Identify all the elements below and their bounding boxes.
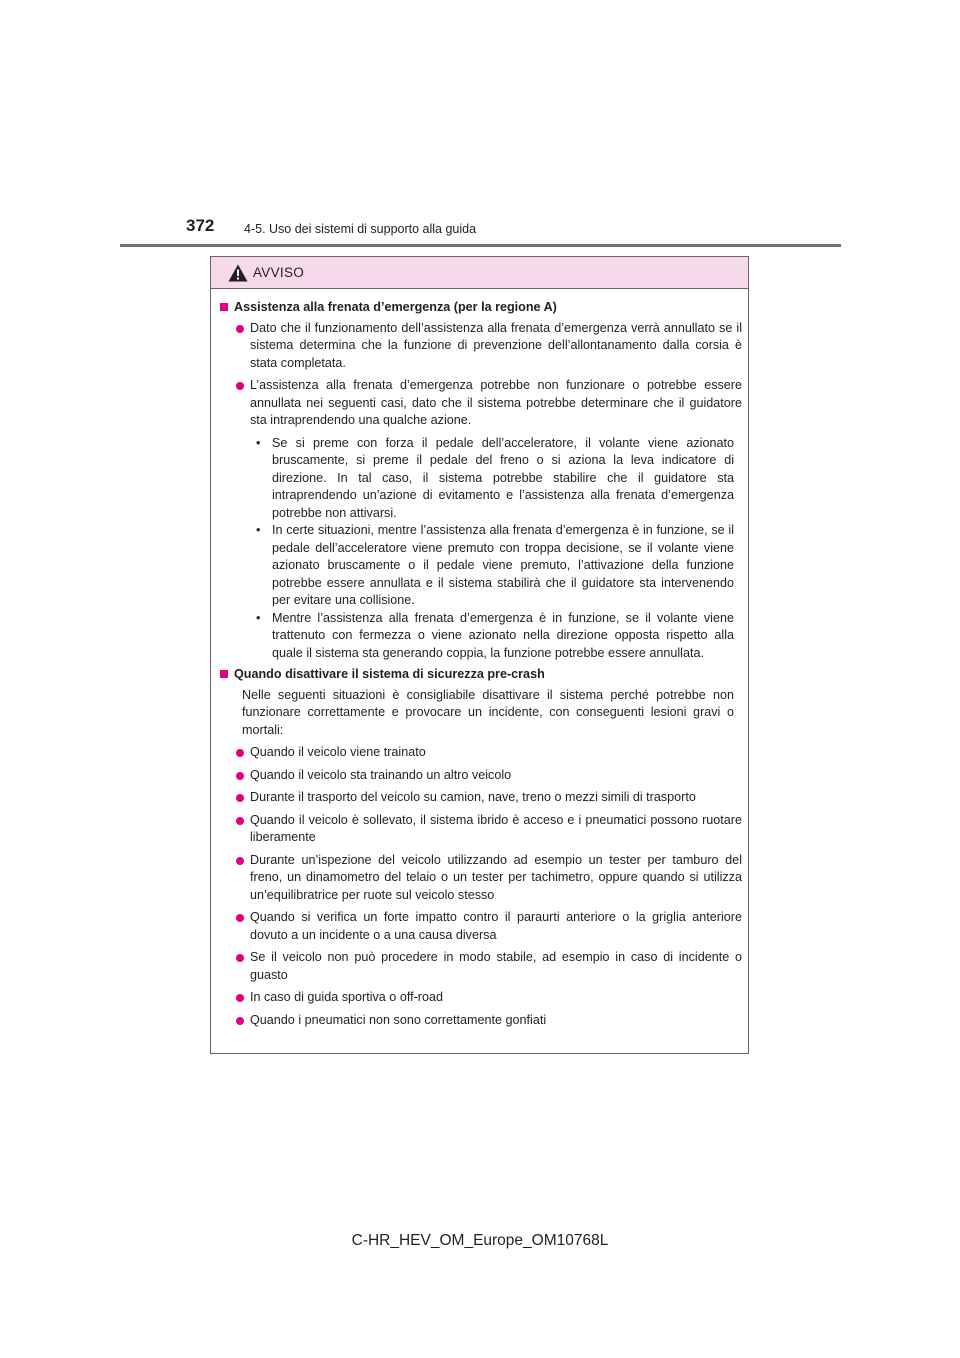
list-item <box>236 320 742 373</box>
section-title: 4-5. Uso dei sistemi di supporto alla guida <box>244 222 477 236</box>
warning-box <box>210 256 749 1054</box>
round-bullet-icon <box>236 817 244 825</box>
list-item-text: Quando il veicolo è sollevato, il sistema ibrido è acceso e i pneumatici possono ruotare liberamente <box>250 812 742 844</box>
round-bullet-icon <box>236 857 244 865</box>
sub-bullet-marker: • <box>256 523 261 537</box>
list-item <box>236 989 742 1007</box>
round-bullet-icon <box>236 382 244 390</box>
list-item-text: Se il veicolo non può procedere in modo stabile, ad esempio in caso di incidente o guasto <box>250 950 742 982</box>
list-item <box>236 909 742 944</box>
sub-list <box>220 435 742 663</box>
square-bullet-icon <box>220 303 228 311</box>
section-heading <box>220 299 742 317</box>
round-bullet-icon <box>236 1017 244 1025</box>
list-item-text: Quando i pneumatici non sono correttamente gonfiati <box>250 1012 547 1027</box>
header-divider <box>120 244 841 247</box>
list-item-text: Quando il veicolo viene trainato <box>250 745 426 759</box>
round-bullet-icon <box>236 772 244 780</box>
section-heading-text: Assistenza alla frenata d’emergenza (per la regione A) <box>234 300 557 314</box>
sub-list-item-text: In certe situazioni, mentre l’assistenza alla frenata d’emergenza è in funzione, se il pedale dell’acceleratore viene premuto con troppa decisione, se il volante viene azionato bruscamente o il pedale viene premuto, l’attivazione della funzione potrebbe essere annullata e il sistema stabilirà che il guidatore sta intervenendo per evitare una collisione. <box>272 523 734 607</box>
warning-triangle-icon <box>228 264 248 282</box>
section-intro: Nelle seguenti situazioni è consigliabile disattivare il sistema perché potrebbe non funzionare correttamente e provocare un incidente, con conseguenti lesioni gravi o mortali: <box>242 687 734 737</box>
list-item-text: Durante il trasporto del veicolo su camion, nave, treno o mezzi simili di trasporto <box>250 790 696 804</box>
list-item <box>236 812 742 847</box>
list-item <box>236 789 742 807</box>
sub-list-item <box>256 522 742 610</box>
round-bullet-icon <box>236 994 244 1002</box>
warning-label: AVVISO <box>253 265 305 280</box>
round-bullet-icon <box>236 325 244 333</box>
sub-list-item <box>256 610 742 663</box>
list-item-text: Dato che il funzionamento dell’assistenza alla frenata d’emergenza verrà annullato se il sistema determina che la funzione di prevenzione dell’allontanamento dalla corsia è stata completata. <box>250 320 742 370</box>
round-bullet-icon <box>236 794 244 802</box>
list-item-text: Durante un’ispezione del veicolo utilizzando ad esempio un tester per tamburo del freno, un dinamometro del telaio o un tester per tachimetro, oppure quando si utilizza un’equilibratrice per ruote sul veicolo stesso <box>250 852 742 902</box>
list-item <box>236 744 742 762</box>
sub-bullet-marker: • <box>256 610 261 625</box>
round-bullet-icon <box>236 749 244 757</box>
list-item <box>236 1012 742 1030</box>
list-item-text: In caso di guida sportiva o off-road <box>250 990 443 1004</box>
sub-bullet-marker: • <box>256 435 261 450</box>
section-heading-text: Quando disattivare il sistema di sicurezza pre-crash <box>234 667 545 681</box>
list-item <box>236 767 742 785</box>
list-item <box>236 852 742 905</box>
page-number: 372 <box>186 216 215 235</box>
round-bullet-icon <box>236 914 244 922</box>
document-code: C-HR_HEV_OM_Europe_OM10768L <box>351 1232 609 1249</box>
list-item <box>236 377 742 430</box>
section-heading <box>220 666 742 684</box>
round-bullet-icon <box>236 954 244 962</box>
sub-list-item <box>256 435 742 523</box>
warning-body <box>211 289 748 1029</box>
sub-list-item-text: Se si preme con forza il pedale dell’acceleratore, il volante viene azionato bruscamente, si preme il pedale del freno o si aziona la leva indicatore di direzione. In tal caso, il sistema potrebbe stabilire che il guidatore sta intraprendendo un’azione di evitamento e l’assistenza alla frenata d’emergenza potrebbe non attivarsi. <box>272 435 734 520</box>
square-bullet-icon <box>220 670 228 678</box>
list-item-text: L’assistenza alla frenata d’emergenza potrebbe non funzionare o potrebbe essere annullata nei seguenti casi, dato che il sistema potrebbe determinare che il guidatore sta intraprendendo una qualche azione. <box>250 378 742 427</box>
list-item <box>236 949 742 984</box>
sub-list-item-text: Mentre l’assistenza alla frenata d’emergenza è in funzione, se il volante viene trattenuto con fermezza o viene azionato nella direzione opposta rispetto alla quale il sistema sta generando coppia, la funzione potrebbe essere annullata. <box>272 610 734 660</box>
list-item-text: Quando il veicolo sta trainando un altro veicolo <box>250 767 512 782</box>
warning-header <box>211 257 748 289</box>
list-item-text: Quando si verifica un forte impatto contro il paraurti anteriore o la griglia anteriore dovuto a un incidente o a una causa diversa <box>250 910 742 942</box>
